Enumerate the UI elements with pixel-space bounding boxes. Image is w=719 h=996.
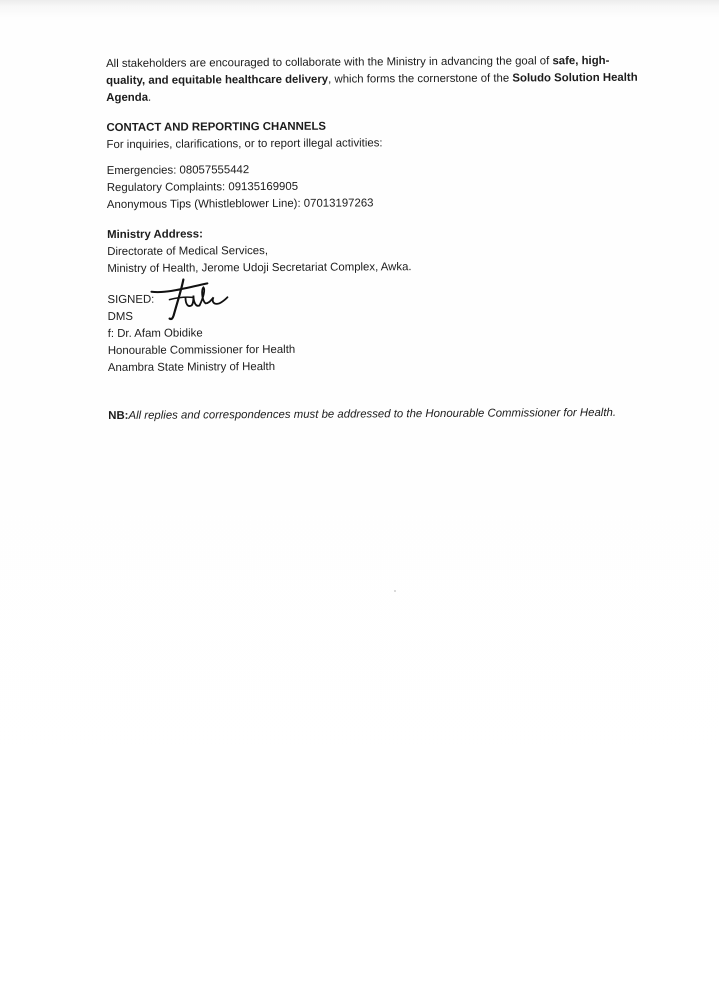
signed-row: [107, 289, 642, 309]
contact-emergencies: Emergencies: 08057555442: [106, 164, 250, 177]
signed-label: SIGNED:: [107, 293, 155, 306]
contact-anonymous-tips: Anonymous Tips (Whistleblower Line): 07013197263: [106, 197, 374, 211]
intro-text-3: .: [148, 91, 152, 104]
intro-emphasis-agenda: Soludo Solution Health Agenda: [106, 71, 638, 104]
contact-section: [106, 117, 642, 214]
address-section: [107, 224, 642, 278]
handwritten-signature: [149, 277, 229, 321]
signoff-section: [107, 289, 643, 377]
contact-list: [107, 160, 642, 214]
signoff-title: Honourable Commissioner for Health: [107, 343, 296, 357]
intro-emphasis-delivery: safe, high-quality, and equitable healthcare delivery: [106, 54, 610, 87]
intro-text-2: , which forms the cornerstone of the: [328, 72, 510, 86]
stakeholders-paragraph: [106, 53, 641, 107]
address-line-ministry: Ministry of Health, Jerome Udoji Secretariat Complex, Awka.: [107, 261, 412, 275]
contact-heading: CONTACT AND REPORTING CHANNELS: [106, 120, 327, 134]
nb-text: All replies and correspondences must be addressed to the Honourable Commissioner for Health.: [128, 406, 617, 422]
nb-label: NB:: [108, 409, 129, 422]
signoff-for-name: f: Dr. Afam Obidike: [107, 327, 203, 340]
signoff-role: DMS: [107, 310, 133, 323]
intro-text-1: All stakeholders are encouraged to collaborate with the Ministry in advancing the goal of: [106, 55, 550, 70]
scan-speck: [394, 590, 396, 592]
nb-note: [108, 404, 643, 426]
address-heading: Ministry Address:: [107, 228, 203, 241]
letter-body: [106, 53, 643, 426]
contact-regulatory-complaints: Regulatory Complaints: 09135169905: [106, 180, 299, 194]
contact-subtext: For inquiries, clarifications, or to report illegal activities:: [106, 137, 383, 151]
signoff-organization: Anambra State Ministry of Health: [107, 360, 276, 374]
address-line-directorate: Directorate of Medical Services,: [107, 245, 269, 258]
